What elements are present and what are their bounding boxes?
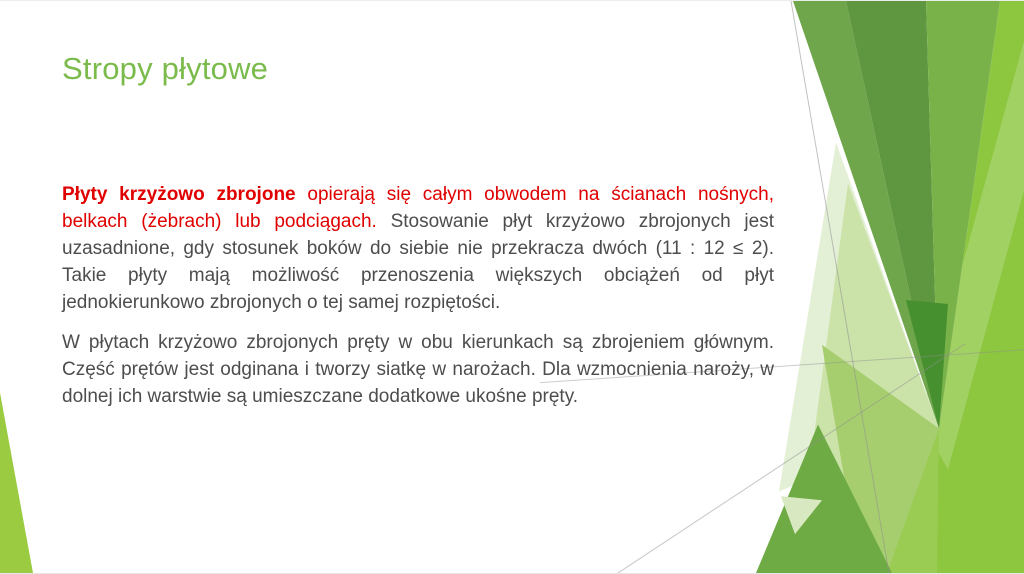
text-segment-red: opierają się całym obwodem na ścianach nośnych, belkach (żebrach) lub podciągach.: [62, 184, 774, 232]
text-segment-normal: Stosowanie płyt krzyżowo zbrojonych jest uzasadnione, gdy stosunek boków do siebie nie przekracza dwóch (11 : 12 ≤ 2). Takie płyty mają możliwość przenoszenia większych obciążeń od płyt jednokierunkowo zbrojonych o tej samej rozpiętości.: [62, 211, 774, 313]
body-text: [62, 181, 774, 423]
paragraph: [62, 329, 774, 410]
decor-corner-triangle-polygon: [0, 393, 33, 573]
paragraph: [62, 181, 774, 316]
text-segment-red-bold: Płyty krzyżowo zbrojone: [62, 184, 308, 205]
slide-title: Stropy płytowe: [62, 51, 269, 86]
text-segment-normal: W płytach krzyżowo zbrojonych pręty w obu kierunkach są zbrojeniem głównym. Część prętów jest odginana i tworzy siatkę w narożach. Dla wzmocnienia naroży, w dolnej ich warstwie są umieszczane dodatkowe ukośne pręty.: [62, 332, 774, 407]
